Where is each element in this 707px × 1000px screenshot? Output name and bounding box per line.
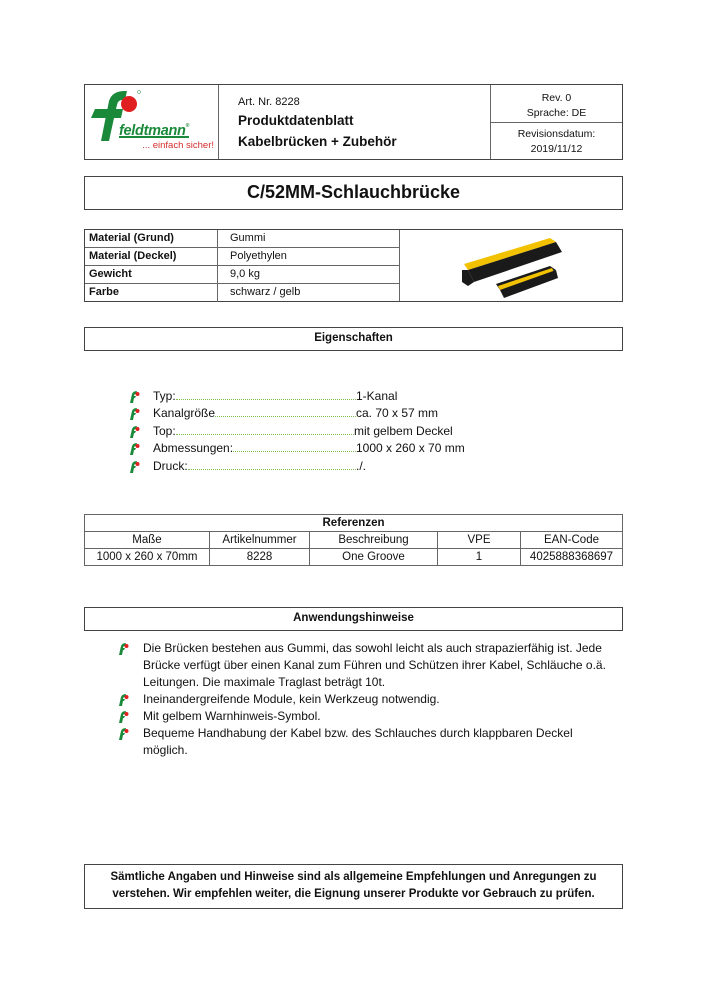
property-value: ca. 70 x 57 mm [356,406,439,420]
column-header: Artikelnummer [210,532,310,549]
usage-item [117,640,617,691]
spec-value: Gummi [230,232,266,244]
references-heading: Referenzen [85,515,623,532]
company-logo [85,85,219,159]
product-image [400,230,622,301]
spec-row [85,284,399,302]
property-value: mit gelbem Deckel [354,423,453,438]
property-value: 1-Kanal [356,388,398,403]
spec-row [85,230,399,248]
property-value: 1000 x 260 x 70 mm [356,441,465,455]
property-label: Kanalgröße [153,406,216,420]
cell-dimensions: 1000 x 260 x 70mm [85,549,210,566]
cell-vpe: 1 [438,549,521,566]
disclaimer: Sämtliche Angaben und Hinweise sind als allgemeine Empfehlungen und Anregungen zu verstehen. Wir empfehlen weiter, die Eignung unserer Produkte vor Gebrauch zu prüfen. [84,864,623,909]
property-item [128,403,488,421]
spec-row [85,248,399,266]
feldtmann-bullet-icon [117,642,129,655]
usage-heading: Anwendungshinweise [84,607,623,631]
feldtmann-bullet-icon [117,710,129,723]
column-header: Maße [85,532,210,549]
logo-tagline: ... einfach sicher! [142,140,214,151]
revision-date: 2019/11/12 [530,143,583,155]
cable-bridge-image-icon [400,230,622,302]
references-table [84,514,623,566]
usage-text: Bequeme Handhabung der Kabel bzw. des Schlauches durch klappbaren Deckel möglich. [143,726,573,757]
property-label: Typ: [153,388,176,403]
usage-text: Die Brücken bestehen aus Gummi, das sowohl leicht als auch strapazierfähig ist. Jede Brücke verfügt über einen Kanal zum Führen und Schützen ihrer Kabel, Schläuche o.ä. Leitungen. Die maximale Traglast beträgt 10t. [143,641,606,689]
usage-text: Ineinandergreifende Module, kein Werkzeug notwendig. [143,692,440,706]
feldtmann-bullet-icon [117,693,129,706]
column-header: EAN-Code [521,532,623,549]
dot-leader [215,416,356,417]
spec-key: Gewicht [85,266,218,283]
cell-article-number: 8228 [210,549,310,566]
dot-leader [233,451,356,452]
product-title: C/52MM-Schlauchbrücke [84,176,623,210]
property-item [128,455,488,473]
property-label: Druck: [153,458,188,473]
property-item [128,420,488,438]
dot-leader [176,399,356,400]
spec-key: Material (Grund) [85,230,218,247]
property-label: Abmessungen: [153,441,234,455]
cell-description: One Groove [310,549,438,566]
spec-table [84,229,623,302]
category-title: Kabelbrücken + Zubehör [238,134,397,149]
feldtmann-bullet-icon [128,390,140,403]
usage-list [117,640,617,759]
usage-text: Mit gelbem Warnhinweis-Symbol. [143,709,321,723]
dot-leader [188,469,356,470]
property-item [128,385,488,403]
property-label: Top: [153,423,176,438]
article-number: Art. Nr. 8228 [238,96,300,108]
revision-block [491,85,622,159]
language: Sprache: DE [526,107,587,119]
feldtmann-bullet-icon [128,442,140,455]
properties-list [128,385,488,473]
references-header-row [85,532,623,549]
cell-ean: 4025888368697 [521,549,623,566]
doc-type-title: Produktdatenblatt [238,113,354,128]
spec-key: Farbe [85,284,218,302]
usage-item [117,708,617,725]
revision-date-label: Revisionsdatum: [517,128,596,140]
column-header: Beschreibung [310,532,438,549]
feldtmann-bullet-icon [128,407,140,420]
properties-heading: Eigenschaften [84,327,623,351]
property-value: ./. [356,458,367,473]
property-item [128,438,488,456]
revision-number: Rev. 0 [541,92,572,104]
feldtmann-bullet-icon [128,460,140,473]
spec-value: Polyethylen [230,250,287,262]
feldtmann-bullet-icon [117,727,129,740]
dot-leader [176,434,354,435]
document-header [84,84,623,160]
table-row [85,549,623,566]
spec-row [85,266,399,284]
usage-item [117,691,617,708]
logo-brand-text: feldtmann® [119,123,189,139]
header-title-block [219,85,491,159]
usage-item [117,725,617,759]
spec-value: 9,0 kg [230,268,260,280]
spec-key: Material (Deckel) [85,248,218,265]
feldtmann-bullet-icon [128,425,140,438]
spec-value: schwarz / gelb [230,286,301,298]
column-header: VPE [438,532,521,549]
